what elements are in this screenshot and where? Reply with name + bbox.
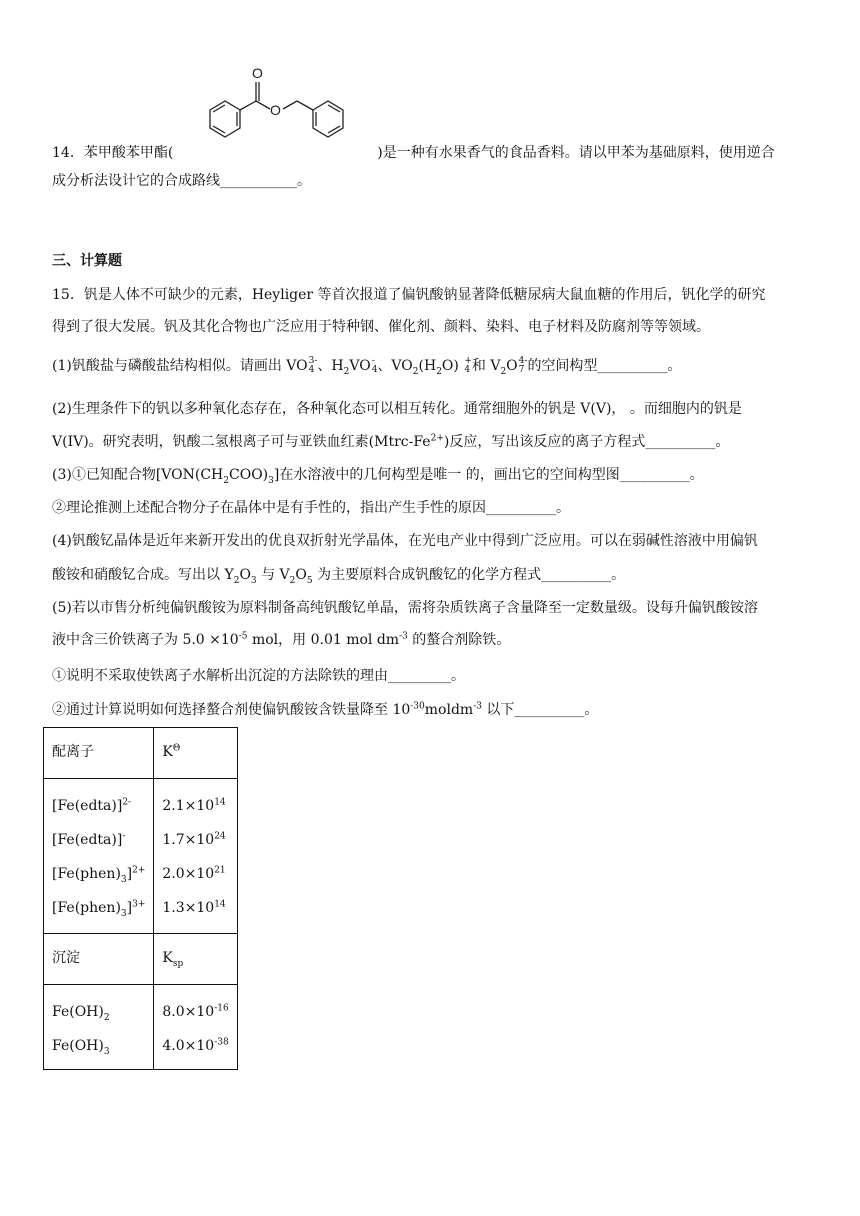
q15-intro-line1: 15．钒是人体不可缺少的元素，Heyliger 等首次报道了偏钒酸钠显著降低糖尿病大鼠血糖的作用后，钒化学的研究 [52, 287, 766, 303]
q14-line2: 成分析法设计它的合成路线___________。 [52, 173, 311, 189]
ksp-value: $8.0\times 10^{-16}$ [162, 1003, 229, 1020]
k-value: $2.0\times 10^{21}$ [162, 865, 226, 882]
q15-part5-line1: (5)若以市售分析纯偏钒酸铵为原料制备高纯钒酸钇单晶，需将杂质铁离子含量降至一定数量级。设每升偏钒酸铵溶 [52, 600, 758, 616]
q14-line1 [52, 143, 812, 163]
complex-name: [Fe(edta)]$^{2-}$ [52, 797, 132, 814]
complex-name: $[Fe(phen)_3]^{3+}$ [52, 899, 146, 919]
q15-part4-line1: (4)钒酸钇晶体是近年来新开发出的优良双折射光学晶体，在光电产业中得到广泛应用。可以在弱碱性溶液中用偏钒 [52, 533, 758, 549]
table-row [44, 728, 238, 779]
q15-part2-line1: (2)生理条件下的钒以多种氧化态存在，各种氧化态可以相互转化。通常细胞外的钒是 V(V)， 。而细胞内的钒是 [52, 401, 742, 417]
section-title: 三、计算题 [52, 253, 122, 269]
ester-oxygen-label: O [270, 102, 281, 118]
table-header-complex: 配离子 [44, 728, 154, 779]
table-row [44, 779, 238, 934]
complex-k-values [154, 779, 237, 934]
q14-line1-suffix: )是一种有水果香气的食品香料。请以甲苯为基础原料，使用逆合 [377, 145, 775, 161]
precipitate-names [44, 985, 154, 1070]
q15-part3-1: (3)①已知配合物$[VON(CH_2COO)_3]$在水溶液中的几何构型是唯一 的，画出它的空间构型图__________。 [52, 467, 704, 486]
table-header-precipitate: 沉淀 [44, 934, 154, 985]
q15-part3-2: ②理论推测上述配合物分子在晶体中是有手性的，指出产生手性的原因__________。 [52, 500, 570, 516]
q15-part2-line2: V(IV)。研究表明，钒酸二氢根离子可与亚铁血红素$(Mtrc-Fe^{2+})$反应，写出该反应的离子方程式__________。 [52, 433, 730, 450]
precipitate-name: $Fe(OH)_2$ [52, 1004, 110, 1023]
k-value: $1.7\times 10^{24}$ [162, 831, 226, 848]
ksp-value: $4.0\times 10^{-38}$ [162, 1037, 229, 1054]
complex-name: [Fe(edta)]- [52, 831, 126, 848]
complex-names [44, 779, 154, 934]
q15-part4-line2: 酸铵和硝酸钇合成。写出以 $Y_2O_3$ 与 $V_2O_5$ 为主要原料合成钒酸钇的化学方程式__________。 [52, 567, 626, 586]
q15-part1: (1)钒酸盐与磷酸盐结构相似。请画出 VO 3- 4 、$H_2VO$ - 4 、$VO_2(H_2O)$ + 4 和 $V_2O$ 4- 7 的空间构型__________。 [52, 356, 682, 377]
k-value: $2.1\times 10^{14}$ [162, 797, 226, 814]
q15-part5-1: ①说明不采取使铁离子水解析出沉淀的方法除铁的理由_________。 [52, 668, 465, 684]
q14-line1-prefix: 14．苯甲酸苯甲酯( [52, 145, 174, 161]
ksp-values [154, 985, 237, 1070]
q15-part5-line2: 液中含三价铁离子为 $5.0 \times 10^{-5}$ mol，用 0.01 mol $dm^{-3}$ 的螯合剂除铁。 [52, 631, 511, 648]
q15-intro-line2: 得到了很大发展。钒及其化合物也广泛应用于特种钢、催化剂、颜料、染料、电子材料及防腐剂等等领域。 [52, 319, 710, 335]
table-header-ksp: $K_{sp}$ [154, 934, 237, 985]
table-header-k: $K^\Theta$ [154, 728, 237, 779]
constants-table [43, 727, 238, 1070]
q15-part5-2: ②通过计算说明如何选择螯合剂使偏钒酸铵含铁量降至 $10^{-30}moldm^{-3}$ 以下__________。 [52, 701, 599, 718]
complex-name: $[Fe(phen)_3]^{2+}$ [52, 865, 146, 885]
k-value: $1.3\times 10^{14}$ [162, 899, 226, 916]
carbonyl-oxygen-label: O [252, 65, 263, 81]
precipitate-name: $Fe(OH)_3$ [52, 1038, 110, 1057]
table-row [44, 985, 238, 1070]
table-row [44, 934, 238, 985]
